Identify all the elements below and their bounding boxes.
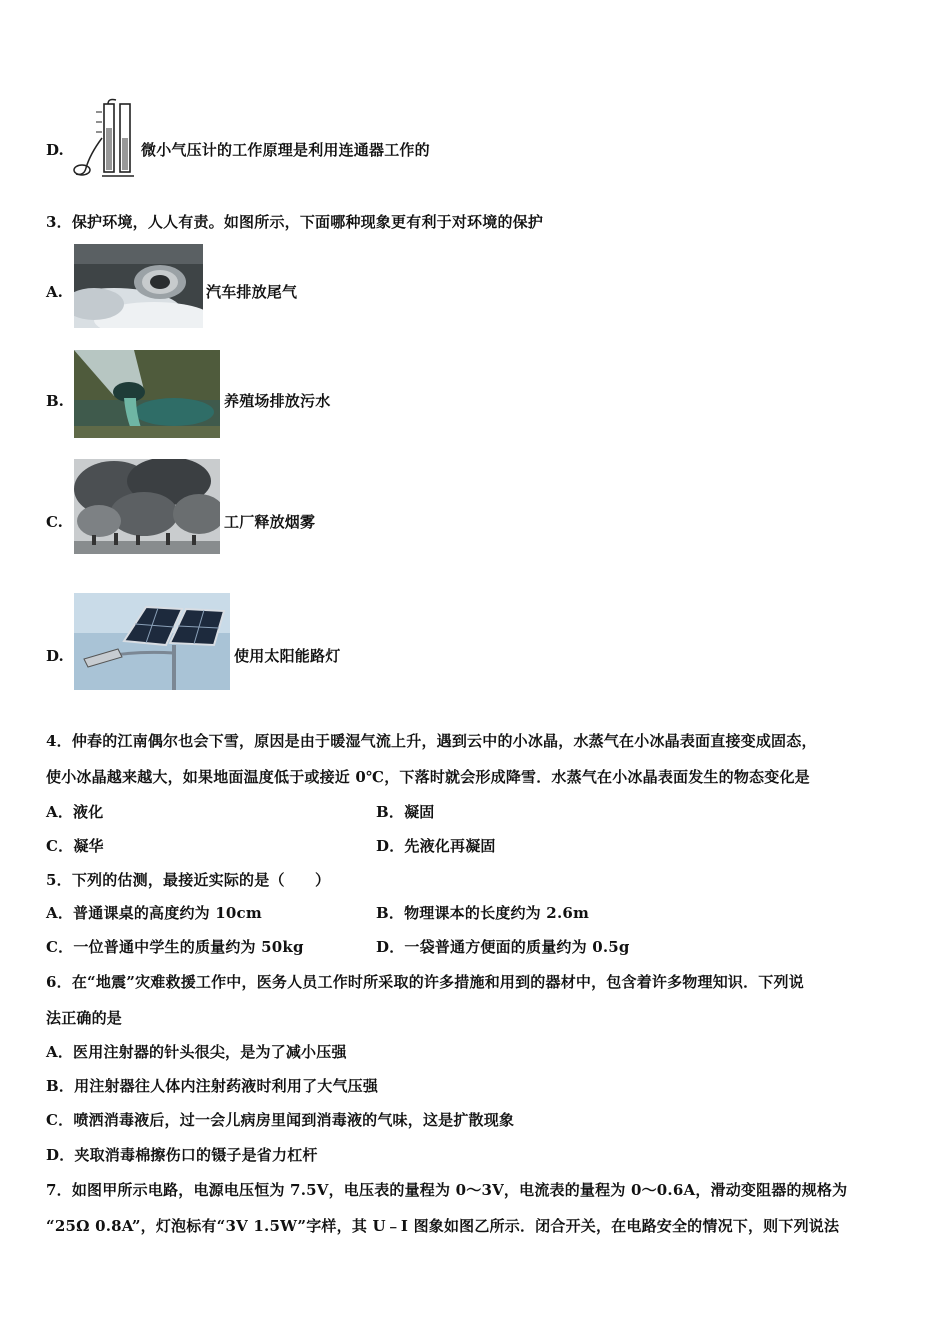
q5-stem: 5．下列的估测，最接近实际的是（ ） (46, 871, 331, 889)
solar-streetlight-image (74, 593, 230, 690)
q6-option-c: C．喷洒消毒液后，过一会儿病房里闻到消毒液的气味，这是扩散现象 (46, 1111, 515, 1129)
q3-option-c-text: 工厂释放烟雾 (224, 513, 316, 531)
car-exhaust-image (74, 244, 203, 328)
q5-option-b: B．物理课本的长度约为 2.6m (376, 904, 590, 922)
q5-option-c: C．一位普通中学生的质量约为 50kg (46, 938, 304, 956)
q3-option-a-letter: A. (46, 283, 63, 301)
q4-option-a: A．液化 (46, 803, 104, 821)
q3-option-b-text: 养殖场排放污水 (224, 392, 331, 410)
q4-option-b: B．凝固 (376, 803, 435, 821)
factory-smoke-image (74, 459, 220, 554)
q4-stem-line2: 使小冰晶越来越大，如果地面温度低于或接近 0℃，下落时就会形成降雪．水蒸气在小冰晶表面发生的物态变化是 (46, 768, 810, 786)
q3-stem: 3．保护环境，人人有责。如图所示，下面哪种现象更有利于对环境的保护 (46, 213, 544, 231)
q2-option-d-text: 微小气压计的工作原理是利用连通器工作的 (141, 141, 430, 159)
micro-manometer-image (72, 98, 140, 180)
q3-option-c-letter: C. (46, 513, 63, 531)
q3-option-d-letter: D. (46, 647, 64, 665)
q6-option-b: B．用注射器往人体内注射药液时利用了大气压强 (46, 1077, 379, 1095)
q2-option-d-letter: D. (46, 141, 64, 159)
q6-option-d: D．夹取消毒棉擦伤口的镊子是省力杠杆 (46, 1146, 318, 1164)
q4-option-d: D．先液化再凝固 (376, 837, 496, 855)
q7-stem-line1: 7．如图甲所示电路，电源电压恒为 7.5V，电压表的量程为 0～3V，电流表的量程为 0～0.6A，滑动变阻器的规格为 (46, 1181, 848, 1199)
q4-stem-line1: 4．仲春的江南偶尔也会下雪，原因是由于暖湿气流上升，遇到云中的小冰晶，水蒸气在小冰晶表面直接变成固态， (46, 732, 817, 750)
q3-option-d-text: 使用太阳能路灯 (234, 647, 341, 665)
q7-stem-line2: “25Ω 0.8A”，灯泡标有“3V 1.5W”字样，其 U﹣I 图象如图乙所示．闭合开关，在电路安全的情况下，则下列说法 (46, 1217, 840, 1235)
q6-option-a: A．医用注射器的针头很尖，是为了减小压强 (46, 1043, 347, 1061)
q3-option-a-text: 汽车排放尾气 (206, 283, 298, 301)
sewage-pipe-image (74, 350, 220, 438)
q4-option-c: C．凝华 (46, 837, 104, 855)
q5-option-d: D．一袋普通方便面的质量约为 0.5g (376, 938, 630, 956)
q5-option-a: A．普通课桌的高度约为 10cm (46, 904, 262, 922)
q6-stem-line2: 法正确的是 (46, 1009, 123, 1027)
q3-option-b-letter: B. (46, 392, 64, 410)
q6-stem-line1: 6．在“地震”灾难救援工作中，医务人员工作时所采取的许多措施和用到的器材中，包含着许多物理知识．下列说 (46, 973, 804, 991)
